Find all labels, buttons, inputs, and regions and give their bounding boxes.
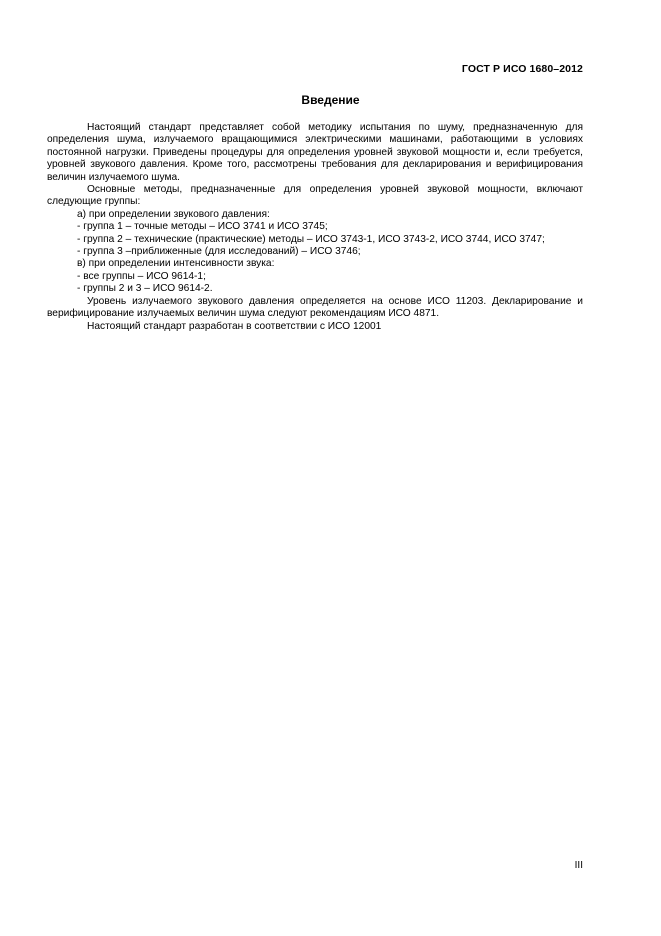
paragraph-emission: Уровень излучаемого звукового давления определяется на основе ИСО 11203. Декларирование и верифицирование излучаемых величин шума следуют рекомендациям ИСО 4871. — [47, 295, 583, 320]
section-title: Введение — [301, 93, 360, 107]
standard-header: ГОСТ Р ИСО 1680–2012 — [461, 63, 583, 75]
paragraph-methods: Основные методы, предназначенные для определения уровней звуковой мощности, включают следующие группы: — [47, 184, 583, 208]
list-item-b2: - группы 2 и 3 – ИСО 9614-2. — [77, 283, 213, 295]
list-item-a: а) при определении звукового давления: — [77, 208, 270, 220]
list-item-b: в) при определении интенсивности звука: — [77, 258, 275, 270]
document-body — [47, 122, 583, 333]
list-item-a1: - группа 1 – точные методы – ИСО 3741 и ИСО 3745; — [77, 221, 328, 233]
paragraph-intro: Настоящий стандарт представляет собой методику испытания по шуму, предназначенную для определения шума, излучаемого вращающимися электрическими машинами, работающими в условиях постоянной нагрузки. Приведены процедуры для определения уровней звуковой мощности и, если требуется, уровней звукового давления. Кроме того, рассмотрены требования для декларирования и верифицирования величин излучаемого шума. — [47, 122, 583, 183]
page-number: III — [574, 860, 583, 871]
paragraph-basis: Настоящий стандарт разработан в соответствии с ИСО 12001 — [87, 320, 382, 332]
list-item-b1: - все группы – ИСО 9614-1; — [77, 270, 206, 282]
list-item-a3: - группа 3 –приближенные (для исследований) – ИСО 3746; — [77, 246, 361, 258]
list-item-a2: - группа 2 – технические (практические) методы – ИСО 3743-1, ИСО 3743-2, ИСО 3744, ИСО 3747; — [77, 233, 545, 245]
